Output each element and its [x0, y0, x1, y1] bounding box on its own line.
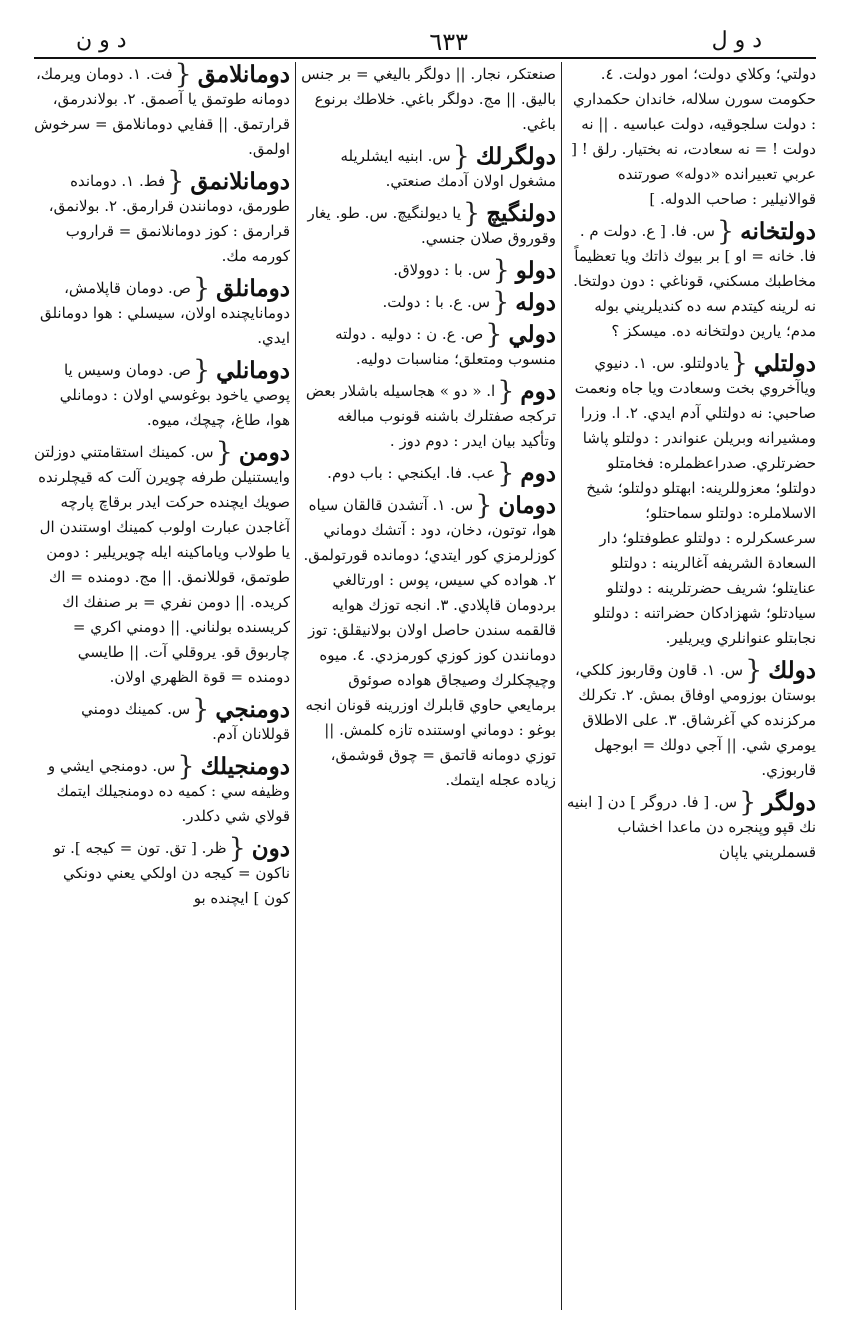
dictionary-entry — [300, 62, 556, 137]
dictionary-entry — [34, 62, 290, 162]
entry-text: س. كمينك دومني قوللانان آدم. — [81, 700, 290, 743]
dictionary-entry — [34, 437, 290, 690]
entry-text: س. ١. آتشدن قالقان سياه هوا، توتون، دخان، دود : آتشك دوماني كوزلرمزي كور ايتدي؛ دومانده قورتولمق. ٢. هواده كي سيس، پوس : اورتالغي بردومان قاپلادي. ٣. انجه توزك هوايه قالقمه سندن حاصل اولان بولانيقلق: توز دومانندن كوز كوزي كورمزدي. ٤. ميوه وچيچكلرك وصيجاق هواده صوئوق برمايعي حاوي قابلرك اوزرينه قونان انجه بوغو : دوماني اوستنده تازه كلمش. || توزي دومانه قاتمق = چوق قوشمق، زياده عجله ايتمك. — [303, 496, 556, 789]
column-middle — [300, 62, 556, 1310]
page-header — [34, 28, 816, 56]
brace-glyph: { — [167, 166, 185, 197]
brace-glyph: { — [174, 62, 192, 90]
dictionary-entry — [566, 216, 816, 344]
dictionary-entry — [34, 833, 290, 911]
brace-glyph: { — [497, 458, 515, 489]
brace-glyph: { — [192, 273, 211, 304]
dictionary-entry — [300, 255, 556, 286]
entry-headword: دولنگيچ — [486, 200, 556, 227]
dictionary-entry — [566, 62, 816, 212]
brace-glyph: { — [475, 490, 493, 521]
brace-glyph: { — [192, 355, 211, 386]
entry-text: يادولتلو. س. ١. دنيوي وياآخروي بخت وسعادت ويا جاه ونعمت صاحبي: نه دولتلي آدم ايدي. ٢. ا. وزرا ومشيرانه وبريلن عنواندر : دولتلو پاشا حضرتلري. صدراعظملره: فخامتلو دولتلو؛ معزوللرينه: ابهتلو دولتلو؛ شيخ الاسلاملره: دولتلو سماحتلو؛ سرعسكرلره : دولتلو عطوفتلو؛ دار السعادة الشريفه آغالرينه : دولتلو عنايتلو؛ شريف حضرتلرينه : دولتلو سيادتلو؛ شهزادكان حضراتنه : دولتلو نجابتلو عنوانلري ويريلير. — [574, 354, 816, 647]
entry-text: س. كمينك استقامتني دوزلتن وايستنيلن طرفه چويرن آلت كه قيچلرنده صويك ايچنده حركت ايدر برقاچ پارچه آغاجدن عبارت اولوب كمينك اوستندن ال يا طولاب وياماكينه ايله چويريلير : دومن طوتمق، قوللانمق. || مج. دومنده = اك كريده. || دومن نفري = بر صنفك اك كريسنده بولناني. || دومني اكري = چاربوق قو. يروقلي آت. || طايسي دومنده = قوة الظهري اولان. — [34, 443, 290, 686]
entry-text: س. ابنيه ايشلريله مشغول اولان آدمك صنعتي. — [340, 147, 556, 190]
entry-headword: دومانلامق — [197, 62, 290, 88]
dictionary-entry — [34, 166, 290, 269]
dictionary-entry — [300, 458, 556, 489]
brace-glyph: { — [492, 287, 510, 318]
dictionary-entry — [300, 490, 556, 793]
entry-text: س. ١. قاون وقاربوز كلكي، بوستان بوزومي اوفاق بمش. ٢. تكرلك مركزنده كي آغرشاق. ٣. على الاطلاق يومري شي. || آجي دولك = ابوجهل قاربوزي. — [574, 661, 816, 779]
header-left-letters: د و ن — [76, 28, 127, 53]
dictionary-entry — [566, 787, 816, 865]
entry-headword: دولي — [508, 321, 556, 348]
header-rule — [34, 57, 816, 59]
page-number: ٦٣٣ — [429, 28, 468, 56]
entry-text: س. فا. [ ع. دولت م . فا. خانه = او ] بر بيوك ذاتك ويا تعظيماً مخاطبك مسكني، قوناغي : دون دولتخا. نه لرينه كيتدم سه ده كنديلريني بوله مدم؛ يارين دولتخانه ده. ميسكز ؟ — [573, 222, 816, 340]
dictionary-entry — [566, 655, 816, 783]
entry-headword: دومنجي — [215, 696, 290, 723]
entry-headword: دومنجيلك — [200, 753, 290, 780]
entry-text: فط. ١. دومانده طورمق، دومانندن قرارمق. ٢. بولانمق، قرارمق : كوز دومانلانمق = قراروب كورمه مك. — [48, 172, 290, 265]
entry-headword: دوم — [520, 460, 556, 487]
entry-text: ص. ع. ن : دوليه . دولته منسوب ومتعلق؛ مناسبات دوليه. — [335, 325, 556, 368]
brace-glyph: { — [452, 141, 470, 172]
entry-text: فت. ١. دومان ويرمك، دومانه طوتمق يا آصمق. ٢. بولاندرمق، قرارتمق. || قفايي دومانلامق = سرخوش اولمق. — [34, 65, 290, 158]
entry-text: س. [ فا. دروگر ] دن [ ابنيه نك قپو وپنجره دن ماعدا اخشاب قسملريني ياپان — [566, 793, 816, 861]
entry-headword: دومن — [238, 439, 290, 466]
entry-headword: دومانلانمق — [190, 168, 290, 195]
entry-text: س. دومنجي ايشي و وظيفه سي : كميه ده دومنجيلك ايتمك قولاي شي دكلدر. — [47, 757, 290, 825]
dictionary-entry — [300, 376, 556, 454]
brace-glyph: { — [492, 255, 510, 286]
dictionary-entry — [34, 355, 290, 433]
brace-glyph: { — [215, 437, 233, 468]
entry-text: ا. « دو » هجاسيله باشلار بعض تركجه صفتلرك باشنه قونوب مبالغه وتأكيد بيان ايدر : دوم دوز . — [305, 382, 556, 450]
brace-glyph: { — [228, 833, 246, 864]
column-divider-left — [295, 62, 296, 1310]
entry-headword: دولتلي — [753, 350, 816, 377]
brace-glyph: { — [745, 655, 763, 686]
entry-text: عب. فا. ايكنجي : باب دوم. — [327, 464, 496, 482]
entry-headword: دون — [251, 835, 290, 862]
entry-headword: دومانلي — [216, 357, 290, 384]
entry-text: ص. دومان وسيس يا پوصي ياخود بوغوسي اولان : دومانلي هوا، طاغ، چيچك، ميوه. — [59, 361, 290, 429]
column-left — [34, 62, 290, 1310]
brace-glyph: { — [177, 751, 195, 782]
brace-glyph: { — [739, 787, 757, 818]
entry-headword: دوم — [520, 378, 556, 405]
entry-headword: دوله — [515, 289, 556, 316]
entry-text: س. ع. با : دولت. — [382, 293, 491, 311]
entry-text: دولتي؛ وكلاي دولت؛ امور دولت. ٤. حكومت سورن سلاله، خاندان حكمداري : دولت سلجوقيه، دولت عباسيه . || نه دولت ! = نه سعادت، نه بختيار. رلق ! [ عربي تعبيرانده «دوله» صورتنده قوالانيلير : صاحب الدوله. ] — [571, 65, 816, 208]
brace-glyph: { — [497, 376, 515, 407]
dictionary-entry — [300, 287, 556, 318]
entry-headword: دولو — [515, 257, 556, 284]
dictionary-entry — [566, 348, 816, 651]
column-divider-right — [561, 62, 562, 1310]
entry-text: ظر. [ تق. تون = كيجه ]. تو ناكون = كيجه دن اولكي يعني دونكي كون ] ايچنده بو — [53, 839, 290, 907]
brace-glyph: { — [463, 198, 481, 229]
entry-text: ص. دومان قاپلامش، دومانايچنده اولان، سيسلي : هوا دومانلق ايدي. — [39, 279, 290, 347]
entry-text: يا ديولنگيچ. س. طو. يغار وقوروق صلان جنسي. — [307, 204, 556, 247]
brace-glyph: { — [192, 694, 210, 725]
entry-headword: دولگرلك — [475, 143, 556, 170]
entry-text: صنعتكر، نجار. || دولگر باليغي = بر جنس باليق. || مج. دولگر باغي. خلاطك برنوع باغي. — [301, 65, 556, 133]
entry-headword: دولگر — [762, 789, 816, 816]
dictionary-entry — [34, 273, 290, 351]
entry-headword: دومانلق — [216, 275, 290, 302]
entry-headword: دولك — [768, 657, 816, 684]
brace-glyph: { — [485, 319, 503, 350]
brace-glyph: { — [716, 216, 735, 247]
dictionary-entry — [34, 751, 290, 829]
dictionary-entry — [300, 319, 556, 372]
header-right-letters: د و ل — [711, 28, 762, 53]
dictionary-entry — [300, 141, 556, 194]
brace-glyph: { — [730, 348, 748, 379]
entry-headword: دومان — [498, 492, 556, 519]
column-right — [566, 62, 816, 1310]
dictionary-entry — [300, 198, 556, 251]
entry-headword: دولتخانه — [740, 218, 816, 245]
entry-text: س. با : دوولاق. — [393, 261, 491, 279]
dictionary-entry — [34, 694, 290, 747]
